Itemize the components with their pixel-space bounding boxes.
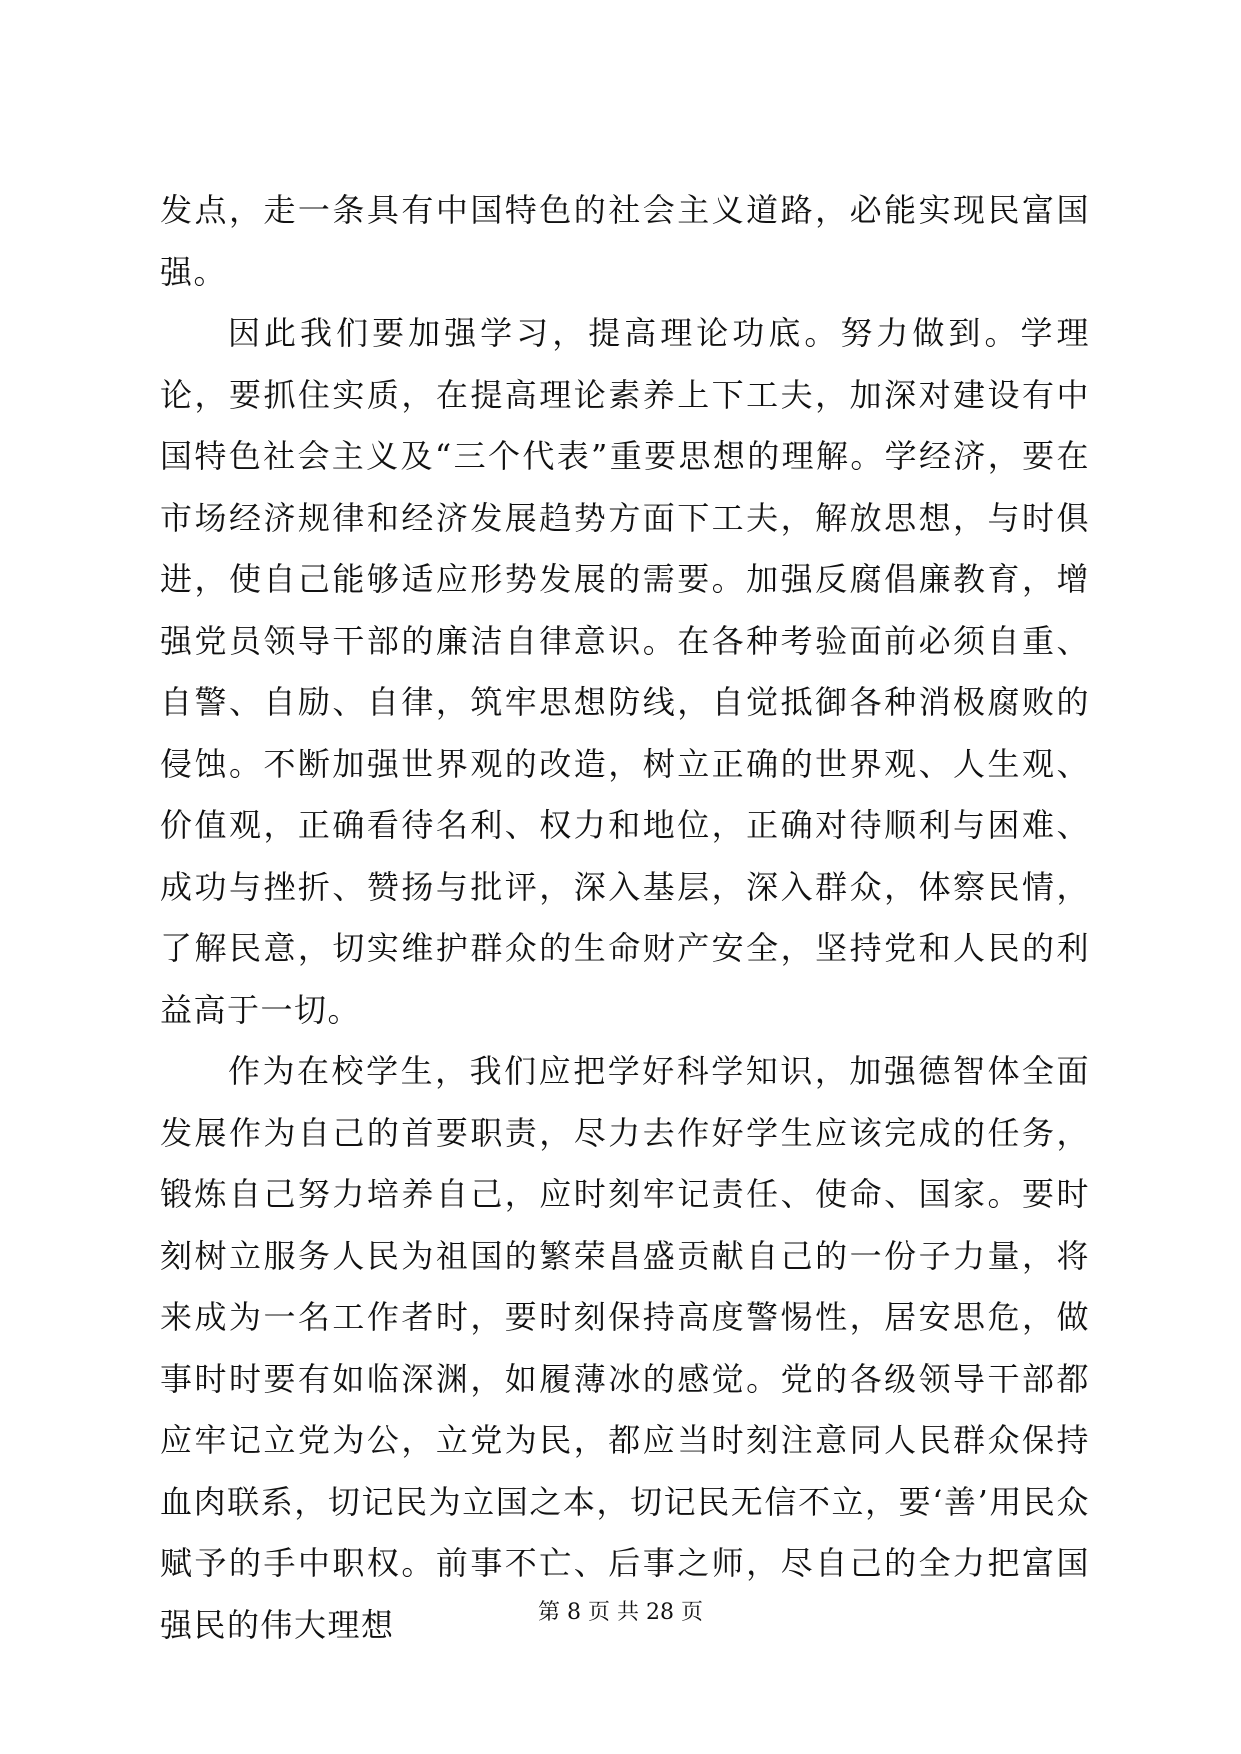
paragraph-continuation: 发点，走一条具有中国特色的社会主义道路，必能实现民富国强。 [160, 191, 1090, 291]
paragraph-student-duty: 作为在校学生，我们应把学好科学知识，加强德智体全面发展作为自己的首要职责，尽力去作好学生应该完成的任务，锻炼自己努力培养自己，应时刻牢记责任、使命、国家。要时刻树立服务人民为祖国的繁荣昌盛贡献自己的一份子力量，将来成为一名工作者时，要时刻保持高度警惕性，居安思危，做事时时要有如临深渊，如履薄冰的感觉。党的各级领导干部都应牢记立党为公，立党为民，都应当时刻注意同人民群众保持血肉联系，切记民为立国之本，切记民无信不立，要‘善’用民众赋予的手中职权。前事不亡、后事之师，尽自己的全力把富国强民的伟大理想 [160, 1052, 1090, 1644]
document-body [160, 180, 1090, 1656]
paragraph-study-theory: 因此我们要加强学习，提高理论功底。努力做到。学理论，要抓住实质，在提高理论素养上下工夫，加深对建设有中国特色社会主义及“三个代表”重要思想的理解。学经济，要在市场经济规律和经济发展趋势方面下工夫，解放思想，与时俱进，使自己能够适应形势发展的需要。加强反腐倡廉教育，增强党员领导干部的廉洁自律意识。在各种考验面前必须自重、自警、自励、自律，筑牢思想防线，自觉抵御各种消极腐败的侵蚀。不断加强世界观的改造，树立正确的世界观、人生观、价值观，正确看待名利、权力和地位，正确对待顺利与困难、成功与挫折、赞扬与批评，深入基层，深入群众，体察民情，了解民意，切实维护群众的生命财产安全，坚持党和人民的利益高于一切。 [160, 314, 1090, 1029]
page-footer: 第 8 页 共 28 页 [538, 1600, 703, 1625]
